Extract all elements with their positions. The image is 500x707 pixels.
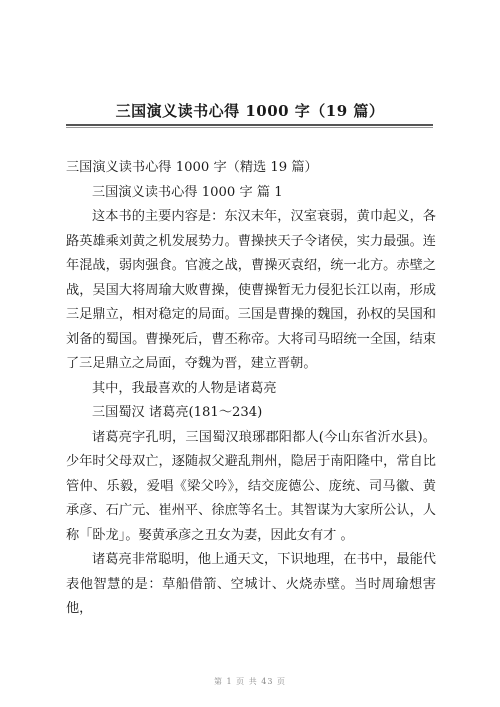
paragraph-5: 诸葛亮非常聪明，他上通天文，下识地理，在书中，最能代表他智慧的是：草船借箭、空城计、火烧赤壁。当时周瑜想害他， (66, 552, 436, 616)
title-underline (66, 124, 433, 126)
section-heading: 三国演义读书心得 1000 字 篇 1 (92, 184, 283, 200)
paragraph-1: 这本书的主要内容是：东汉末年，汉室衰弱，黄巾起义，各路英雄乘刘黄之机发展势力。曹操挟天子令诸侯，实力最强。连年混战，弱肉强食。官渡之战，曹操灭袁绍，统一北方。赤壁之战，吴国大将周瑜大败曹操，使曹操暂无力侵犯长江以南，形成三足鼎立，相对稳定的局面。三国是曹操的魏国，孙权的吴国和刘备的蜀国。曹操死后，曹丕称帝。大将司马昭统一全国，结束了三足鼎立之局面，夺魏为晋，建立晋朝。 (66, 209, 436, 371)
paragraph-2: 其中，我最喜欢的人物是诸葛亮 (92, 380, 277, 396)
document-heading: 三国演义读书心得 1000 字（精选 19 篇） (66, 160, 318, 175)
paragraph-3: 三国蜀汉 诸葛亮(181～234) (92, 405, 263, 420)
title-underline-thin (66, 127, 433, 128)
document-body (66, 156, 436, 622)
document-title: 三国演义读书心得 1000 字（19 篇） (115, 102, 385, 120)
paragraph-4: 诸葛亮字孔明，三国蜀汉琅琊郡阳都人(今山东省沂水县)。少年时父母双亡，逐随叔父避乱荆州，隐居于南阳隆中，常自比管仲、乐毅，爱唱《梁父吟》，结交庞德公、庞统、司马徽、黄承彦、石广元、崔州平、徐庶等名士。其智谋为大家所公认，人称「卧龙」。娶黄承彦之丑女为妻，因此女有才 。 (66, 429, 436, 543)
page-number: 第 1 页 共 43 页 (214, 677, 286, 686)
